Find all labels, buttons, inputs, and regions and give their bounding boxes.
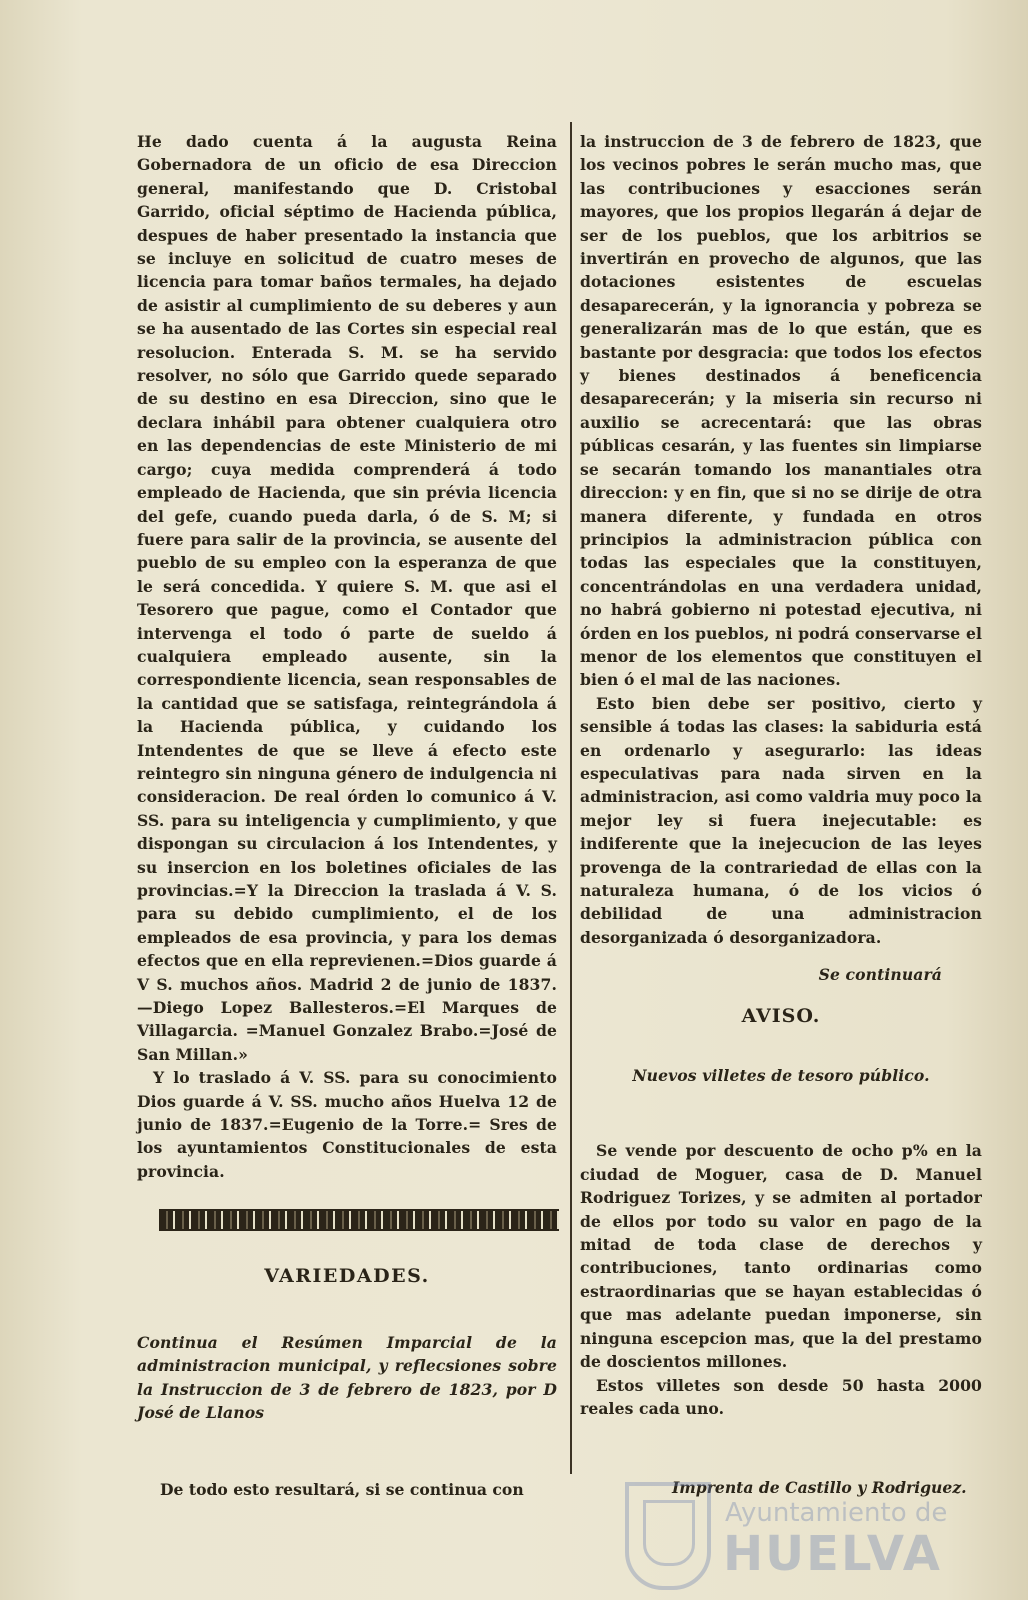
right-column — [580, 130, 982, 1420]
notice-subtitle: Nuevos villetes de tesoro público. — [632, 1066, 930, 1086]
archive-watermark — [625, 1480, 965, 1588]
watermark-line-1: Ayuntamiento de — [725, 1498, 948, 1528]
watermark-line-2: HUELVA — [723, 1526, 942, 1582]
right-paragraph-3: Se vende por descuento de ocho p% en la ciudad de Moguer, casa de D. Manuel Rodriguez Torizes, y se admiten al portador de ellos por todo su valor en pago de la mitad de toda clase de derechos y contribuciones, tanto ordinarias como estraordinarias que se hayan establecidas ó que mas adelante puedan imponerse, sin ninguna escepcion mas, que la del prestamo de doscientos millones. — [580, 1141, 982, 1372]
ornamental-divider — [159, 1209, 559, 1231]
printer-credit: Imprenta de Castillo y Rodriguez. — [672, 1478, 967, 1497]
left-column — [137, 130, 557, 1424]
left-paragraph-1: He dado cuenta á la augusta Reina Gobernadora de un oficio de esa Direccion general, manifestando que D. Cristobal Garrido, oficial séptimo de Hacienda pública, despues de haber presentado la instancia que se incluye en solicitud de cuatro meses de licencia para tomar baños termales, ha dejado de asistir al cumplimiento de su deberes y aun se ha ausentado de las Cortes sin especial real resolucion. Enterada S. M. se ha servido resolver, no sólo que Garrido quede separado de su destino en esa Direccion, sino que le declara inhábil para obtener cualquiera otro en las dependencias de este Ministerio de mi cargo; cuya medida comprenderá á todo empleado de Hacienda, que sin prévia licencia del gefe, cuando pueda darla, ó de S. M; si fuere para salir de la provincia, se ausente del pueblo de su empleo con la esperanza de que le será concedida. Y quiere S. M. que asi el Tesorero que pague, como el Contador que intervenga el todo ó parte de sueldo á cualquiera empleado ausente, sin la correspondiente licencia, sean responsables de la cantidad que se satisfaga, reintegrándola á la Hacienda pública, y cuidando los Intendentes de que se lleve á efecto este reintegro sin ninguna género de indulgencia ni consideracion. De real órden lo comunico á V. SS. para su inteligencia y cumplimiento, y que dispongan su circulacion á los Intendentes, y su insercion en los boletines oficiales de las provincias.=Y la Direccion la traslada á V. S. para su debido cumplimiento, el de los empleados de esa provincia, y para los demas efectos que en ella reprevienen.=Dios guarde á V S. muchos años. Madrid 2 de junio de 1837.—Diego Lopez Ballesteros.=El Marques de Villagarcia. =Manuel Gonzalez Brabo.=José de San Millan.» — [137, 132, 557, 1064]
coat-of-arms-icon — [625, 1482, 711, 1590]
notice-title: AVISO. — [741, 1004, 821, 1027]
left-bottom-line: De todo esto resultará, si se continua con — [160, 1480, 524, 1499]
section-title: VARIEDADES. — [264, 1265, 430, 1288]
column-divider — [570, 122, 572, 1474]
article-title: Continua el Resúmen Imparcial de la administracion municipal, y reflecsiones sobre la Instruccion de 3 de febrero de 1823, por D José de Llanos — [137, 1332, 557, 1422]
right-paragraph-2: Esto bien debe ser positivo, cierto y sensible á todas las clases: la sabiduria está en ordenarlo y asegurarlo: las ideas especulativas para nada sirven en la administracion, asi como valdria muy poco la mejor ley si fuera inejecutable: es indiferente que la inejecucion de las leyes provenga de la contrariedad de ellas con la naturaleza humana, ó de los vicios ó debilidad de una administracion desorganizada ó desorganizadora. — [580, 693, 982, 947]
left-paragraph-2: Y lo traslado á V. SS. para su conocimiento Dios guarde á V. SS. mucho años Huelva 12 de junio de 1837.=Eugenio de la Torre.= Sres de los ayuntamientos Constitucionales de esta provincia. — [137, 1068, 557, 1181]
continuation-note: Se continuará — [818, 965, 942, 985]
right-paragraph-4: Estos villetes son desde 50 hasta 2000 reales cada uno. — [580, 1375, 982, 1418]
right-paragraph-1: la instruccion de 3 de febrero de 1823, que los vecinos pobres le serán mucho mas, que las contribuciones y esacciones serán mayores, que los propios llegarán á dejar de ser de los pueblos, que los arbitrios se invertirán en provecho de algunos, que las dotaciones esistentes de escuelas desaparecerán, y la ignorancia y pobreza se generalizarán mas de lo que están, que es bastante por desgracia: que todos los efectos y bienes destinados á beneficencia desaparecerán; y la miseria sin recurso ni auxilio se acrecentará: que las obras públicas cesarán, y las fuentes sin limpiarse se secarán tomando los manantiales otra direccion: y en fin, que si no se dirije de otra manera diferente, y fundada en otros principios la administracion pública con todas las especiales que la constituyen, concentrándolas en una verdadera unidad, no habrá gobierno ni potestad ejecutiva, ni órden en los pueblos, ni podrá conservarse el menor de los elementos que constituyen el bien ó el mal de las naciones. — [580, 132, 982, 690]
